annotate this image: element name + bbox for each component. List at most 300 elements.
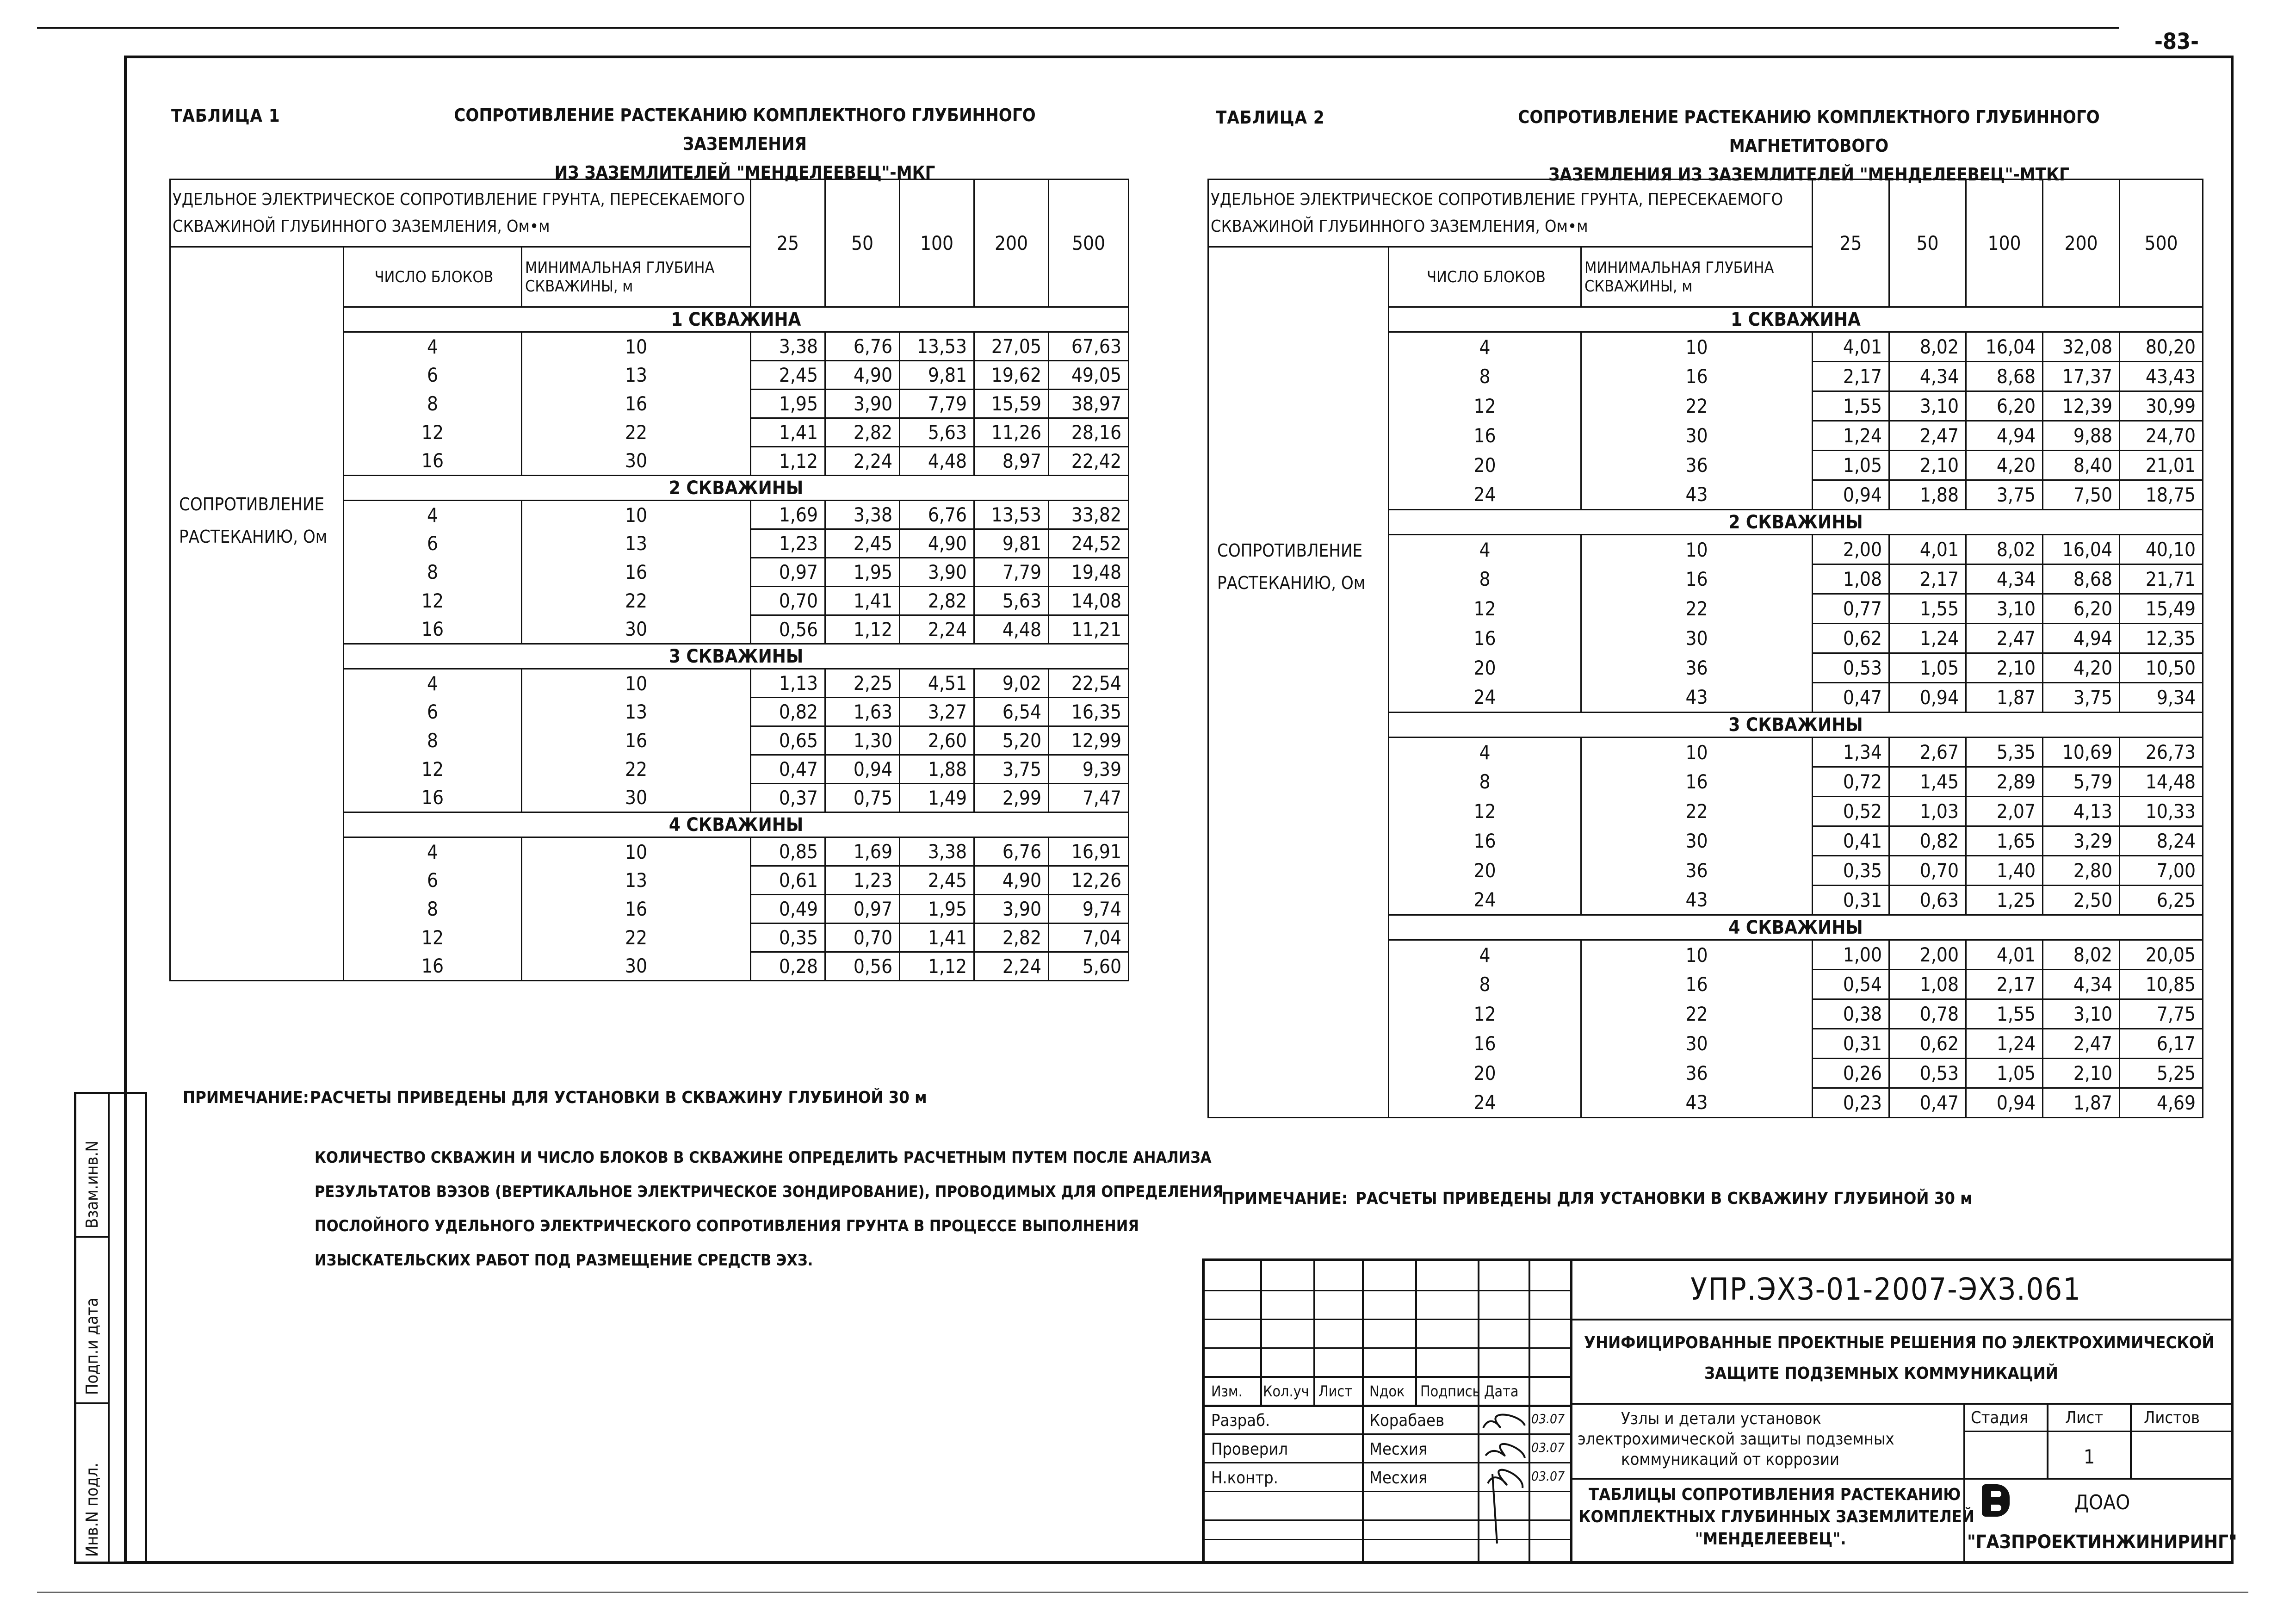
cell-r25: 0,54	[1813, 970, 1889, 999]
cell-r100: 2,24	[900, 615, 974, 644]
cell-blocks: 20	[1389, 653, 1581, 683]
cell-depth: 13	[522, 361, 751, 390]
cell-r100: 1,65	[1966, 826, 2043, 856]
cell-r100: 13,53	[900, 332, 974, 361]
header-rho-100: 100	[1966, 180, 2043, 307]
cell-r500: 10,50	[2120, 653, 2203, 683]
cell-r200: 5,20	[974, 726, 1049, 755]
cell-r500: 80,20	[2120, 332, 2203, 362]
cell-blocks: 24	[1389, 1088, 1581, 1118]
section-title: 4 СКВАЖИНЫ	[1389, 915, 2203, 940]
stamp-listov: Листов	[2144, 1408, 2200, 1427]
cell-r500: 12,26	[1049, 866, 1129, 895]
cell-r50: 1,30	[825, 726, 900, 755]
cell-r100: 2,45	[900, 866, 974, 895]
cell-r500: 7,75	[2120, 999, 2203, 1029]
cell-r500: 9,39	[1049, 755, 1129, 784]
header-row	[170, 180, 1129, 247]
row-label-resistance: СОПРОТИВЛЕНИЕ РАСТЕКАНИЮ, Ом	[1208, 247, 1389, 1118]
cell-blocks: 8	[344, 390, 522, 418]
cell-r25: 0,38	[1813, 999, 1889, 1029]
stamp-org-line2: "ГАЗПРОЕКТИНЖИНИРИНГ"	[1967, 1531, 2237, 1553]
cell-r25: 0,97	[751, 558, 825, 587]
cell-r100: 1,95	[900, 895, 974, 924]
header-rho-500: 500	[2120, 180, 2203, 307]
cell-r100: 16,04	[1966, 332, 2043, 362]
cell-r50: 2,67	[1889, 738, 1966, 767]
stamp-project-line1: УНИФИЦИРОВАННЫЕ ПРОЕКТНЫЕ РЕШЕНИЯ ПО ЭЛЕКТРОХИМИЧЕСКОЙ	[1584, 1333, 2215, 1352]
cell-blocks: 24	[1389, 683, 1581, 713]
cell-r50: 2,25	[825, 669, 900, 698]
cell-depth: 22	[522, 418, 751, 447]
cell-r500: 15,49	[2120, 594, 2203, 624]
cell-r500: 8,24	[2120, 826, 2203, 856]
cell-r25: 0,70	[751, 587, 825, 615]
table1-title-line2: ИЗ ЗАЗЕМЛИТЕЛЕЙ "МЕНДЕЛЕЕВЕЦ"-МКГ	[554, 162, 935, 183]
cell-r500: 40,10	[2120, 535, 2203, 564]
cell-r25: 1,23	[751, 529, 825, 558]
cell-r25: 0,28	[751, 952, 825, 981]
cell-depth: 30	[1581, 826, 1813, 856]
cell-depth: 16	[1581, 564, 1813, 594]
cell-r50: 1,05	[1889, 653, 1966, 683]
cell-r100: 1,12	[900, 952, 974, 981]
cell-r50: 1,41	[825, 587, 900, 615]
section-title: 3 СКВАЖИНЫ	[344, 644, 1129, 669]
cell-depth: 43	[1581, 683, 1813, 713]
cell-r100: 6,20	[1966, 391, 2043, 421]
cell-depth: 16	[522, 726, 751, 755]
cell-blocks: 20	[1389, 856, 1581, 886]
cell-r50: 1,24	[1889, 624, 1966, 653]
table2-note-text: РАСЧЕТЫ ПРИВЕДЕНЫ ДЛЯ УСТАНОВКИ В СКВАЖИНУ ГЛУБИНОЙ 30 м	[1355, 1189, 1973, 1208]
cell-r200: 4,13	[2043, 797, 2120, 826]
cell-r50: 2,17	[1889, 564, 1966, 594]
cell-r50: 1,45	[1889, 767, 1966, 797]
cell-depth: 10	[1581, 738, 1813, 767]
cell-r50: 4,34	[1889, 362, 1966, 391]
header-rho-100: 100	[900, 180, 974, 307]
header-rho-500: 500	[1049, 180, 1129, 307]
cell-r500: 22,54	[1049, 669, 1129, 698]
cell-blocks: 4	[1389, 332, 1581, 362]
cell-depth: 30	[1581, 1029, 1813, 1059]
header-rho-25: 25	[751, 180, 825, 307]
cell-r200: 11,26	[974, 418, 1049, 447]
cell-r50: 3,90	[825, 390, 900, 418]
stamp-date-prov: 03.07	[1531, 1440, 1565, 1455]
cell-depth: 30	[522, 615, 751, 644]
cell-blocks: 6	[344, 361, 522, 390]
cell-r200: 12,39	[2043, 391, 2120, 421]
cell-blocks: 4	[344, 837, 522, 866]
cell-r25: 0,72	[1813, 767, 1889, 797]
section-title: 2 СКВАЖИНЫ	[1389, 510, 2203, 535]
cell-r200: 4,94	[2043, 624, 2120, 653]
cell-depth: 13	[522, 698, 751, 726]
cell-blocks: 24	[1389, 886, 1581, 915]
cell-r200: 5,79	[2043, 767, 2120, 797]
cell-depth: 43	[1581, 886, 1813, 915]
cell-blocks: 12	[1389, 391, 1581, 421]
cell-r500: 11,21	[1049, 615, 1129, 644]
cell-r25: 0,31	[1813, 1029, 1889, 1059]
cell-r200: 2,10	[2043, 1059, 2120, 1088]
stamp-list-value: 1	[2084, 1445, 2095, 1468]
cell-r50: 0,75	[825, 784, 900, 812]
cell-r25: 0,94	[1813, 480, 1889, 510]
cell-r25: 0,85	[751, 837, 825, 866]
cell-r100: 8,02	[1966, 535, 2043, 564]
sidebar-podp-label: Подп.и дата	[83, 1297, 102, 1395]
cell-depth: 16	[1581, 970, 1813, 999]
header-depth: МИНИМАЛЬНАЯ ГЛУБИНА СКВАЖИНЫ, м	[522, 247, 751, 307]
cell-r50: 2,47	[1889, 421, 1966, 451]
stamp-date-razrab: 03.07	[1531, 1411, 1565, 1426]
section-title: 3 СКВАЖИНЫ	[1389, 713, 2203, 738]
cell-blocks: 4	[344, 669, 522, 698]
cell-r200: 2,99	[974, 784, 1049, 812]
cell-r50: 1,08	[1889, 970, 1966, 999]
cell-r100: 3,10	[1966, 594, 2043, 624]
cell-blocks: 16	[1389, 826, 1581, 856]
cell-depth: 10	[1581, 940, 1813, 970]
cell-r500: 16,35	[1049, 698, 1129, 726]
cell-depth: 36	[1581, 451, 1813, 480]
cell-r25: 0,52	[1813, 797, 1889, 826]
note2-line3: ПОСЛОЙНОГО УДЕЛЬНОГО ЭЛЕКТРИЧЕСКОГО СОПРОТИВЛЕНИЯ ГРУНТА В ПРОЦЕССЕ ВЫПОЛНЕНИЯ	[315, 1217, 1139, 1235]
cell-r100: 5,63	[900, 418, 974, 447]
cell-depth: 30	[1581, 421, 1813, 451]
section-title: 1 СКВАЖИНА	[1389, 307, 2203, 332]
cell-r500: 7,00	[2120, 856, 2203, 886]
cell-r500: 12,99	[1049, 726, 1129, 755]
cell-r25: 2,00	[1813, 535, 1889, 564]
stamp-sheet-line1: ТАБЛИЦЫ СОПРОТИВЛЕНИЯ РАСТЕКАНИЮ	[1589, 1485, 1961, 1504]
cell-r25: 0,82	[751, 698, 825, 726]
cell-blocks: 20	[1389, 1059, 1581, 1088]
left-approval-strip	[74, 1092, 147, 1564]
section-title: 4 СКВАЖИНЫ	[344, 812, 1129, 837]
cell-r50: 1,69	[825, 837, 900, 866]
table1-label: ТАБЛИЦА 1	[171, 105, 280, 126]
cell-r200: 13,53	[974, 501, 1049, 529]
cell-r200: 3,90	[974, 895, 1049, 924]
cell-r50: 0,56	[825, 952, 900, 981]
cell-blocks: 12	[1389, 797, 1581, 826]
cell-blocks: 24	[1389, 480, 1581, 510]
cell-r25: 0,56	[751, 615, 825, 644]
cell-depth: 30	[522, 447, 751, 476]
stamp-doc-code: УПР.ЭХЗ-01-2007-ЭХЗ.061	[1690, 1271, 2081, 1307]
cell-blocks: 4	[1389, 535, 1581, 564]
cell-r200: 4,20	[2043, 653, 2120, 683]
cell-r50: 1,12	[825, 615, 900, 644]
cell-r50: 0,47	[1889, 1088, 1966, 1118]
cell-r200: 15,59	[974, 390, 1049, 418]
cell-r200: 32,08	[2043, 332, 2120, 362]
cell-r100: 2,17	[1966, 970, 2043, 999]
cell-depth: 22	[1581, 594, 1813, 624]
header-blocks: ЧИСЛО БЛОКОВ	[344, 247, 522, 307]
cell-r200: 16,04	[2043, 535, 2120, 564]
cell-r100: 1,40	[1966, 856, 2043, 886]
cell-r25: 0,47	[751, 755, 825, 784]
cell-r50: 1,03	[1889, 797, 1966, 826]
table1	[169, 179, 1129, 981]
cell-r25: 2,17	[1813, 362, 1889, 391]
cell-blocks: 16	[344, 615, 522, 644]
cell-r200: 1,87	[2043, 1088, 2120, 1118]
cell-r25: 0,65	[751, 726, 825, 755]
cell-r500: 14,08	[1049, 587, 1129, 615]
cell-r100: 1,25	[1966, 886, 2043, 915]
cell-depth: 22	[522, 755, 751, 784]
cell-r50: 0,82	[1889, 826, 1966, 856]
cell-r25: 0,49	[751, 895, 825, 924]
cell-r200: 2,24	[974, 952, 1049, 981]
cell-r500: 21,71	[2120, 564, 2203, 594]
cell-r500: 26,73	[2120, 738, 2203, 767]
cell-r50: 0,63	[1889, 886, 1966, 915]
stamp-role-razrab: Разраб.	[1211, 1411, 1270, 1430]
note2-line1: КОЛИЧЕСТВО СКВАЖИН И ЧИСЛО БЛОКОВ В СКВАЖИНЕ ОПРЕДЕЛИТЬ РАСЧЕТНЫМ ПУТЕМ ПОСЛЕ АНАЛИЗА	[315, 1148, 1212, 1167]
cell-depth: 36	[1581, 1059, 1813, 1088]
cell-r100: 7,79	[900, 390, 974, 418]
cell-depth: 16	[1581, 767, 1813, 797]
cell-blocks: 12	[1389, 999, 1581, 1029]
row-label-resistance: СОПРОТИВЛЕНИЕ РАСТЕКАНИЮ, Ом	[170, 247, 344, 981]
cell-r100: 2,82	[900, 587, 974, 615]
bottom-rule	[37, 1592, 2248, 1593]
stamp-col-kol: Кол.уч	[1263, 1382, 1309, 1400]
cell-r50: 2,00	[1889, 940, 1966, 970]
cell-blocks: 4	[1389, 940, 1581, 970]
cell-r25: 0,26	[1813, 1059, 1889, 1088]
cell-r50: 2,24	[825, 447, 900, 476]
note2-line4: ИЗЫСКАТЕЛЬСКИХ РАБОТ ПОД РАЗМЕЩЕНИЕ СРЕДСТВ ЭХЗ.	[315, 1251, 813, 1270]
cell-depth: 16	[1581, 362, 1813, 391]
stamp-sheet-line3: "МЕНДЕЛЕЕВЕЦ".	[1695, 1530, 1846, 1549]
cell-blocks: 12	[344, 755, 522, 784]
cell-r25: 1,08	[1813, 564, 1889, 594]
cell-blocks: 8	[1389, 564, 1581, 594]
cell-depth: 16	[522, 558, 751, 587]
cell-r50: 0,70	[1889, 856, 1966, 886]
cell-blocks: 8	[1389, 362, 1581, 391]
cell-depth: 36	[1581, 653, 1813, 683]
signature-marks	[1479, 1405, 1529, 1562]
cell-r50: 0,62	[1889, 1029, 1966, 1059]
table2-label: ТАБЛИЦА 2	[1216, 107, 1325, 128]
header-rho-50: 50	[825, 180, 900, 307]
table2-title	[1471, 103, 2147, 189]
cell-r25: 0,53	[1813, 653, 1889, 683]
stamp-name-razrab: Корабаев	[1369, 1411, 1445, 1430]
cell-depth: 22	[1581, 391, 1813, 421]
cell-r100: 1,49	[900, 784, 974, 812]
table2-note-label: ПРИМЕЧАНИЕ:	[1221, 1189, 1348, 1208]
cell-r25: 1,69	[751, 501, 825, 529]
cell-r200: 4,90	[974, 866, 1049, 895]
cell-r200: 9,02	[974, 669, 1049, 698]
cell-r50: 1,55	[1889, 594, 1966, 624]
stamp-org-line1: ДОАО	[2074, 1491, 2130, 1514]
table2-body	[1208, 180, 2203, 1118]
cell-r50: 8,02	[1889, 332, 1966, 362]
cell-depth: 22	[1581, 999, 1813, 1029]
cell-depth: 43	[1581, 480, 1813, 510]
cell-r100: 3,90	[900, 558, 974, 587]
cell-blocks: 8	[1389, 970, 1581, 999]
cell-r500: 33,82	[1049, 501, 1129, 529]
cell-r500: 49,05	[1049, 361, 1129, 390]
cell-r25: 0,23	[1813, 1088, 1889, 1118]
cell-blocks: 8	[344, 895, 522, 924]
cell-r100: 4,34	[1966, 564, 2043, 594]
cell-r200: 4,34	[2043, 970, 2120, 999]
cell-r25: 0,37	[751, 784, 825, 812]
cell-r200: 6,54	[974, 698, 1049, 726]
cell-r100: 1,24	[1966, 1029, 2043, 1059]
cell-r200: 2,50	[2043, 886, 2120, 915]
cell-depth: 30	[522, 952, 751, 981]
cell-blocks: 12	[344, 418, 522, 447]
section-title: 1 СКВАЖИНА	[344, 307, 1129, 332]
header-rho-25: 25	[1813, 180, 1889, 307]
stamp-name-prov: Месхия	[1369, 1440, 1428, 1459]
cell-r500: 12,35	[2120, 624, 2203, 653]
cell-r500: 67,63	[1049, 332, 1129, 361]
table1-note-label: ПРИМЕЧАНИЕ:	[183, 1088, 309, 1107]
cell-r200: 9,81	[974, 529, 1049, 558]
cell-r50: 1,88	[1889, 480, 1966, 510]
cell-r500: 6,25	[2120, 886, 2203, 915]
table2	[1207, 179, 2203, 1118]
cell-depth: 16	[522, 390, 751, 418]
cell-r500: 21,01	[2120, 451, 2203, 480]
cell-depth: 10	[522, 332, 751, 361]
cell-blocks: 4	[344, 501, 522, 529]
cell-r100: 4,94	[1966, 421, 2043, 451]
cell-r50: 4,90	[825, 361, 900, 390]
cell-r500: 10,85	[2120, 970, 2203, 999]
stamp-project-line2: ЗАЩИТЕ ПОДЗЕМНЫХ КОММУНИКАЦИЙ	[1704, 1364, 2058, 1383]
cell-blocks: 20	[1389, 451, 1581, 480]
cell-r100: 3,75	[1966, 480, 2043, 510]
cell-r100: 2,47	[1966, 624, 2043, 653]
header-row	[1208, 180, 2203, 247]
sidebar-inv-label: Инв.N подл.	[83, 1463, 102, 1557]
cell-r50: 0,97	[825, 895, 900, 924]
cell-r500: 10,33	[2120, 797, 2203, 826]
cell-depth: 10	[1581, 535, 1813, 564]
cell-r50: 4,01	[1889, 535, 1966, 564]
cell-r50: 1,95	[825, 558, 900, 587]
header-rho-50: 50	[1889, 180, 1966, 307]
cell-r25: 0,47	[1813, 683, 1889, 713]
cell-blocks: 12	[344, 924, 522, 952]
cell-r50: 2,82	[825, 418, 900, 447]
cell-depth: 22	[522, 587, 751, 615]
cell-r500: 38,97	[1049, 390, 1129, 418]
cell-r25: 4,01	[1813, 332, 1889, 362]
header-blocks: ЧИСЛО БЛОКОВ	[1389, 247, 1581, 307]
cell-r50: 0,70	[825, 924, 900, 952]
cell-r200: 8,68	[2043, 564, 2120, 594]
cell-blocks: 6	[344, 698, 522, 726]
cell-r25: 1,12	[751, 447, 825, 476]
cell-r500: 30,99	[2120, 391, 2203, 421]
cell-r100: 3,27	[900, 698, 974, 726]
org-logo-icon	[1982, 1484, 2010, 1517]
cell-r100: 2,60	[900, 726, 974, 755]
cell-r25: 1,13	[751, 669, 825, 698]
table1-title	[407, 101, 1083, 187]
cell-depth: 30	[1581, 624, 1813, 653]
cell-r25: 0,41	[1813, 826, 1889, 856]
cell-r100: 1,87	[1966, 683, 2043, 713]
table1-note-text: РАСЧЕТЫ ПРИВЕДЕНЫ ДЛЯ УСТАНОВКИ В СКВАЖИНУ ГЛУБИНОЙ 30 м	[310, 1088, 927, 1107]
cell-r50: 2,45	[825, 529, 900, 558]
cell-r25: 0,35	[751, 924, 825, 952]
stamp-col-podp: Подпись	[1420, 1382, 1480, 1400]
cell-r200: 7,50	[2043, 480, 2120, 510]
stamp-section-line1: Узлы и детали установок	[1621, 1409, 1822, 1428]
cell-r100: 4,51	[900, 669, 974, 698]
cell-r200: 6,76	[974, 837, 1049, 866]
cell-r100: 1,41	[900, 924, 974, 952]
page-number: -83-	[2154, 29, 2199, 55]
cell-r100: 4,48	[900, 447, 974, 476]
cell-r100: 1,88	[900, 755, 974, 784]
cell-depth: 10	[1581, 332, 1813, 362]
cell-blocks: 8	[344, 558, 522, 587]
cell-r500: 24,70	[2120, 421, 2203, 451]
table2-title-line1: СОПРОТИВЛЕНИЕ РАСТЕКАНИЮ КОМПЛЕКТНОГО ГЛУБИННОГО МАГНЕТИТОВОГО	[1518, 107, 2100, 156]
cell-r200: 2,47	[2043, 1029, 2120, 1059]
cell-r50: 1,23	[825, 866, 900, 895]
stamp-col-ndok: Nдок	[1369, 1382, 1405, 1400]
cell-r500: 4,69	[2120, 1088, 2203, 1118]
stamp-role-prov: Проверил	[1211, 1440, 1288, 1459]
cell-blocks: 8	[344, 726, 522, 755]
cell-r500: 22,42	[1049, 447, 1129, 476]
cell-r200: 19,62	[974, 361, 1049, 390]
cell-r500: 28,16	[1049, 418, 1129, 447]
cell-depth: 22	[522, 924, 751, 952]
cell-r200: 8,97	[974, 447, 1049, 476]
cell-blocks: 8	[1389, 767, 1581, 797]
cell-r200: 2,80	[2043, 856, 2120, 886]
cell-r200: 3,75	[974, 755, 1049, 784]
cell-r100: 5,35	[1966, 738, 2043, 767]
cell-r25: 0,35	[1813, 856, 1889, 886]
cell-r500: 7,47	[1049, 784, 1129, 812]
cell-r25: 1,24	[1813, 421, 1889, 451]
cell-blocks: 6	[344, 529, 522, 558]
cell-r50: 3,38	[825, 501, 900, 529]
cell-r200: 7,79	[974, 558, 1049, 587]
cell-r50: 0,53	[1889, 1059, 1966, 1088]
cell-r500: 14,48	[2120, 767, 2203, 797]
cell-r50: 0,94	[825, 755, 900, 784]
cell-r50: 0,78	[1889, 999, 1966, 1029]
cell-depth: 43	[1581, 1088, 1813, 1118]
stamp-col-izm: Изм.	[1211, 1382, 1243, 1400]
cell-r25: 1,55	[1813, 391, 1889, 421]
cell-r200: 2,82	[974, 924, 1049, 952]
